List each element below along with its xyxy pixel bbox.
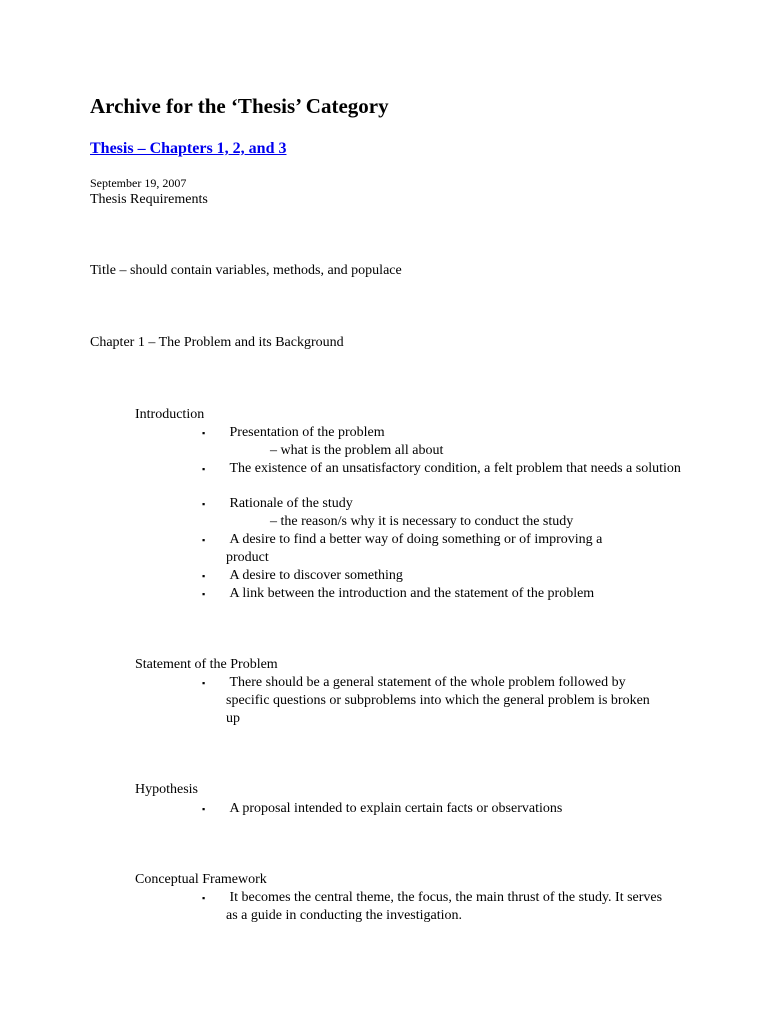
list-item-text: A link between the introduction and the statement of the problem — [229, 586, 595, 601]
post-date: September 19, 2007 — [90, 176, 187, 190]
list-item-text: A desire to discover something — [229, 568, 403, 583]
list-item — [226, 495, 686, 513]
introduction-label: Introduction — [135, 407, 205, 422]
list-item — [226, 567, 686, 585]
bullet-icon: ▪ — [202, 893, 206, 903]
bullet-icon: ▪ — [202, 804, 206, 814]
bullet-icon: ▪ — [202, 464, 206, 474]
section-heading: Thesis Requirements — [90, 192, 208, 207]
list-item — [226, 460, 686, 478]
bullet-icon: ▪ — [202, 571, 206, 581]
list-item — [226, 585, 686, 603]
list-item — [226, 800, 686, 818]
archive-title: Archive for the ‘Thesis’ Category — [90, 94, 389, 118]
list-item-text: There should be a general statement of the whole problem followed by specific questions or subproblems into which the general problem is broken up — [226, 675, 650, 726]
bullet-icon: ▪ — [202, 499, 206, 509]
framework-label: Conceptual Framework — [135, 872, 267, 887]
bullet-icon: ▪ — [202, 678, 206, 688]
sub-list-item: – the reason/s why it is necessary to conduct the study — [270, 514, 574, 529]
list-item-text: A proposal intended to explain certain facts or observations — [229, 801, 563, 816]
list-item — [226, 889, 671, 925]
list-item-text: A desire to find a better way of doing something or of improving a product — [226, 532, 603, 565]
list-item-text: The existence of an unsatisfactory condition, a felt problem that needs a solution — [229, 461, 681, 476]
bullet-icon: ▪ — [202, 535, 206, 545]
sub-list-item: – what is the problem all about — [270, 443, 444, 458]
list-item — [226, 424, 686, 442]
chapter-heading: Chapter 1 – The Problem and its Background — [90, 335, 344, 350]
bullet-icon: ▪ — [202, 428, 206, 438]
list-item — [226, 674, 666, 728]
list-item-text: Rationale of the study — [229, 496, 353, 511]
hypothesis-label: Hypothesis — [135, 782, 198, 797]
list-item — [226, 531, 646, 567]
bullet-icon: ▪ — [202, 589, 206, 599]
statement-label: Statement of the Problem — [135, 657, 278, 672]
post-title-link[interactable]: Thesis – Chapters 1, 2, and 3 — [90, 140, 287, 157]
list-item-text: It becomes the central theme, the focus, the main thrust of the study. It serves as a guide in conducting the investigation. — [226, 890, 663, 923]
title-requirement: Title – should contain variables, methods, and populace — [90, 263, 402, 278]
list-item-text: Presentation of the problem — [229, 425, 385, 440]
